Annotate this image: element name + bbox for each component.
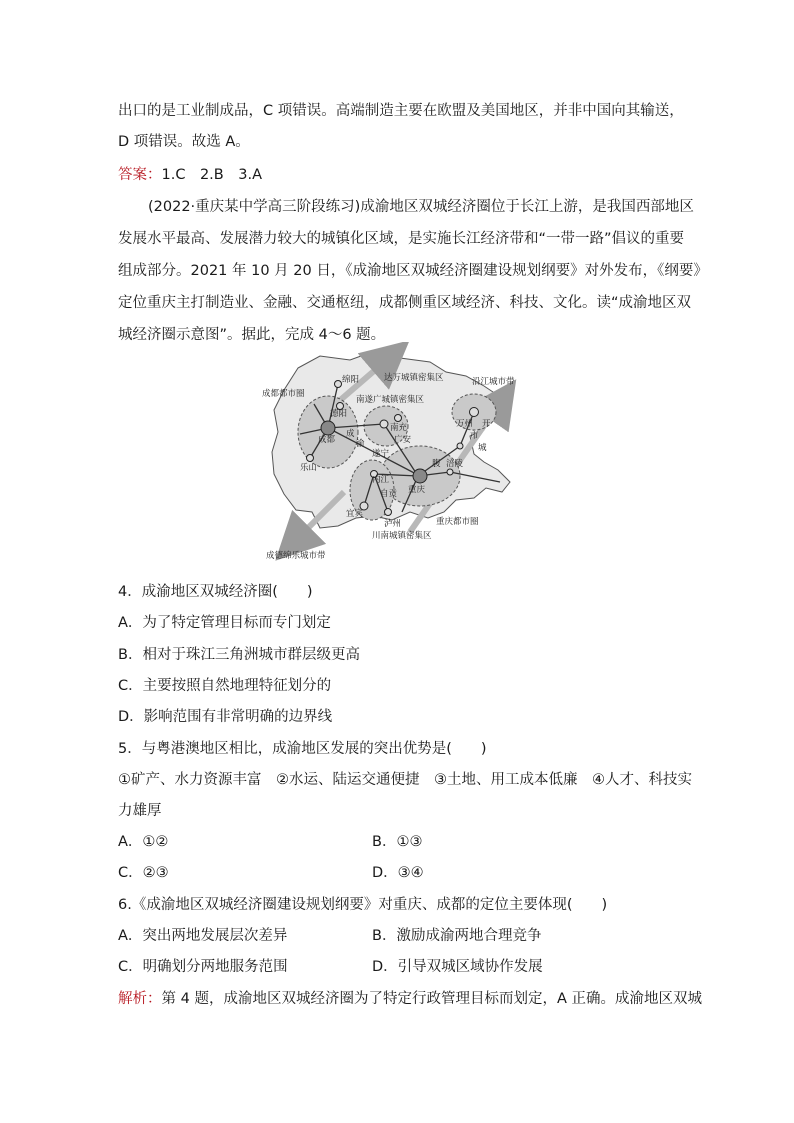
q6-option-b: B．激励成渝两地合理竞争 [372, 928, 542, 944]
answer-text: 1.C 2.B 3.A [161, 167, 262, 183]
label-chengdu: 成都 [318, 435, 336, 445]
label-zhong: 市 [470, 431, 479, 441]
label-leshan: 乐山 [300, 463, 318, 473]
label-chongqing-b: 腹 [432, 459, 441, 469]
answer-label: 答案： [118, 167, 162, 183]
q5-options-row-1 [118, 831, 423, 853]
q5-option-c: C．②③ [118, 865, 169, 881]
label-fuling-city: 城 [478, 443, 487, 453]
analysis-label: 解析： [118, 991, 162, 1007]
q4-option-c: C．主要按照自然地理特征划分的 [118, 678, 332, 694]
q4-option-b: B．相对于珠江三角洲城市群层级更高 [118, 647, 360, 663]
q6-option-d: D．引导双城区域协作发展 [372, 959, 543, 975]
intro-line-3: 组成部分。2021 年 10 月 20 日，《成渝地区双城经济圈建设规划纲要》对外发布，《纲要》 [118, 263, 708, 279]
q6-option-c: C．明确划分两地服务范围 [118, 959, 288, 975]
prev-explanation-line-1: 出口的是工业制成品，C 项错误。高端制造主要在欧盟及美国地区，并非中国向其输送， [118, 103, 684, 119]
label-chengdelu: 成德绵乐城市带 [266, 551, 326, 561]
intro-line-4: 定位重庆主打制造业、金融、交通枢纽，成都侧重区域经济、科技、文化。读“成渝地区双 [118, 295, 692, 311]
label-along-river: 沿江城市带 [472, 377, 515, 387]
label-kaizhou: 开 [482, 419, 491, 429]
q4-option-d: D．影响范围有非常明确的边界线 [118, 709, 333, 725]
prev-explanation-line-2: D 项错误。故选 A。 [118, 134, 250, 150]
q5-items-line-2: 力雄厚 [118, 803, 162, 819]
intro-line-2: 发展水平最高、发展潜力较大的城镇化区域，是实施长江经济带和“一带一路”倡议的重要 [118, 231, 685, 247]
label-luzhou: 泸州 [384, 519, 402, 529]
label-guang-an: 广安 [394, 435, 412, 445]
q6-options-row-1 [118, 925, 542, 947]
label-chengdu-circle: 成都都市圈 [262, 389, 305, 399]
q4-stem: 4．成渝地区双城经济圈( ) [118, 584, 313, 600]
label-chongqing-circle: 重庆都市圈 [436, 517, 479, 527]
label-suining: 遂宁 [372, 449, 390, 459]
q6-options-row-2 [118, 956, 543, 978]
label-nansuiguang: 南遂广城镇密集区 [356, 395, 425, 405]
label-yu: 渝 [356, 439, 365, 449]
label-dazhou-wanzhou: 达万城镇密集区 [384, 373, 444, 383]
label-chuannan: 川南城镇密集区 [372, 531, 432, 541]
label-yibin: 宜宾 [346, 509, 364, 519]
label-cheng: 成 [346, 429, 355, 439]
intro-line-1: (2022·重庆某中学高三阶段练习)成渝地区双城经济圈位于长江上游，是我国西部地区 [148, 199, 694, 215]
q5-option-a: A．①② [118, 834, 169, 850]
q5-options-row-2 [118, 862, 424, 884]
answer-line [118, 164, 262, 186]
map-figure [260, 342, 520, 564]
label-neijiang: 内江 [372, 475, 390, 485]
q5-stem: 5．与粤港澳地区相比，成渝地区发展的突出优势是( ) [118, 741, 487, 757]
label-wanzhou: 万州 [456, 419, 474, 429]
chengyu-economic-circle-map [260, 342, 520, 564]
label-nanchong: 南充 [390, 423, 408, 433]
label-zigong: 自贡 [380, 489, 398, 499]
q5-items-line-1: ①矿产、水力资源丰富 ②水运、陆运交通便捷 ③土地、用工成本低廉 ④人才、科技实 [118, 772, 692, 788]
label-fuling: 涪陵 [446, 459, 464, 469]
q5-option-d: D．③④ [372, 865, 424, 881]
label-deyang: 德阳 [330, 409, 348, 419]
analysis-line [118, 988, 702, 1010]
q5-option-b: B．①③ [372, 834, 423, 850]
q6-stem: 6.《成渝地区双城经济圈建设规划纲要》对重庆、成都的定位主要体现( ) [118, 897, 608, 913]
intro-line-5: 城经济圈示意图”。据此，完成 4～6 题。 [118, 327, 386, 343]
analysis-text: 第 4 题，成渝地区双城经济圈为了特定行政管理目标而划定，A 正确。成渝地区双城 [161, 991, 702, 1007]
label-chongqing-a: 重庆 [408, 485, 426, 495]
q6-option-a: A．突出两地发展层次差异 [118, 928, 288, 944]
label-mianyang: 绵阳 [342, 375, 360, 385]
q4-option-a: A．为了特定管理目标而专门划定 [118, 615, 331, 631]
